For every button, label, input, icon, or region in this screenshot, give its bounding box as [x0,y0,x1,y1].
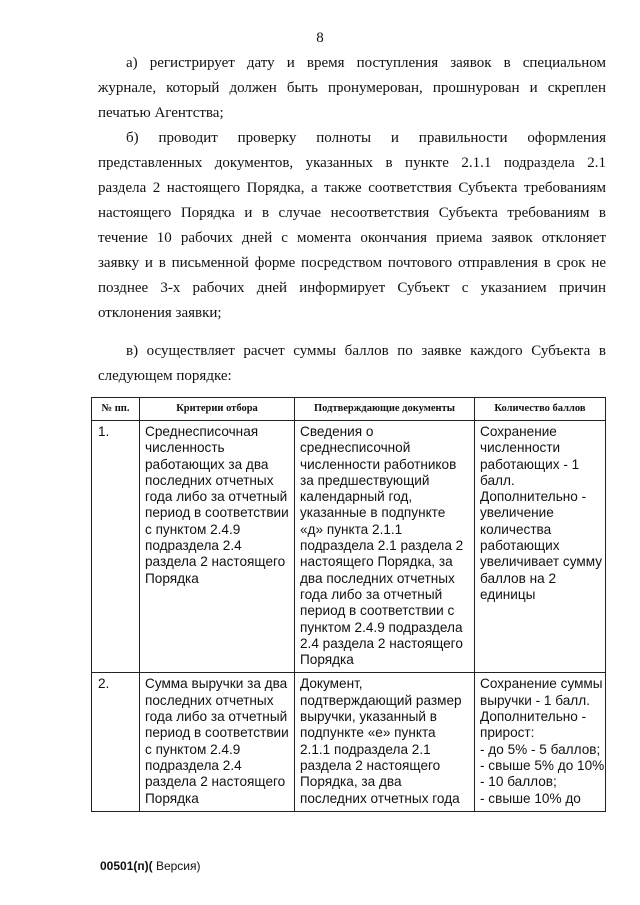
header-number: № пп. [92,398,140,421]
cell-line: раздела 2 настоящего [145,774,286,790]
table-row [92,421,606,673]
cell-line: последних отчетных года [300,790,460,806]
paragraph-line: журнале, который должен быть пронумерован, прошнурован и скреплен [98,80,606,96]
cell-line: - свыше 10% до [480,790,581,806]
row-number: 2. [92,673,140,811]
cell-points [475,673,606,811]
paragraph-line: в) осуществляет расчет суммы баллов по заявке каждого Субъекта в [126,343,606,359]
cell-line: пунктом 2.4.9 подраздела [300,619,463,635]
cell-line: - до 5% - 5 баллов; [480,741,601,757]
cell-line: выручки - 1 балл. [480,692,590,708]
cell-line: раздела 2 настоящего [145,554,286,570]
cell-line: - свыше 5% до 10% [480,757,605,773]
cell-line: численность [145,440,225,456]
cell-line: численности [480,440,561,456]
cell-line: «д» пункта 2.1.1 [300,521,403,537]
cell-line: с пунктом 2.4.9 [145,741,241,757]
cell-line: Дополнительно - [480,709,587,725]
cell-line: Дополнительно - [480,489,587,505]
cell-line: последних отчетных [145,692,274,708]
cell-points [475,421,606,673]
footer-version-label: Версия) [152,859,201,873]
cell-criteria [140,673,295,811]
cell-line: период в соответствии [145,725,289,741]
cell-line: увеличение [480,505,554,521]
header-criteria: Критерии отбора [140,398,295,421]
paragraph-line: а) регистрирует дату и время поступления заявок в специальном [126,55,606,71]
cell-line: подраздела 2.1 раздела 2 [300,538,464,554]
cell-line: численности работников [300,456,457,472]
cell-line: подтверждающий размер [300,692,462,708]
paragraph-a [98,51,606,126]
cell-line: подраздела 2.4 [145,757,242,773]
paragraph-line: печатью Агентства; [98,105,224,121]
footer-code: 00501(п)( [100,859,153,873]
row-number: 1. [92,421,140,673]
cell-line: Порядка [300,652,354,668]
cell-line: единицы [480,586,536,602]
cell-line: Сохранение [480,424,557,439]
cell-line: Сведения о [300,424,374,439]
cell-line: среднесписочной [300,440,411,456]
criteria-table [91,397,606,812]
cell-line: Сумма выручки за два [145,676,288,692]
cell-line: работающих - 1 [480,456,580,472]
paragraph-line: раздела 2 настоящего Порядка, а также соответствия Субъекта требованиям [98,180,606,196]
cell-line: количества [480,521,552,537]
paragraph-v [98,339,606,389]
page-number: 8 [316,30,324,46]
paragraph-line: отклонения заявки; [98,305,222,321]
header-points: Количество баллов [475,398,606,421]
paragraph-line: настоящего Порядка и в случае несоответствия Субъекта требованиям в [98,205,606,221]
cell-line: 2.1.1 подраздела 2.1 [300,741,431,757]
cell-line: Порядка [145,790,199,806]
table-row [92,673,606,811]
cell-line: работающих за два [145,456,269,472]
cell-line: за предшествующий [300,472,430,488]
cell-line: Документ, [300,676,363,692]
cell-line: увеличивает сумму [480,554,602,570]
cell-line: подраздела 2.4 [145,538,242,554]
cell-line: - 10 баллов; [480,774,557,790]
cell-line: последних отчетных [145,472,274,488]
paragraph-line: заявку и в письменной форме посредством почтового отправления в срок не [98,255,606,271]
cell-criteria [140,421,295,673]
cell-line: раздела 2 настоящего [300,757,441,773]
paragraph-line: позднее 3-х рабочих дней информирует Субъект с указанием причин [98,280,606,296]
footer-version [100,859,201,873]
header-documents: Подтверждающие документы [295,398,475,421]
table-header-row [92,398,606,421]
cell-line: с пунктом 2.4.9 [145,521,241,537]
cell-line: Сохранение суммы [480,676,603,692]
cell-line: период в соответствии с [300,603,455,619]
cell-documents [295,421,475,673]
cell-line: период в соответствии [145,505,289,521]
cell-line: года либо за отчетный [300,586,443,602]
cell-line: года либо за отчетный [145,709,288,725]
cell-line: года либо за отчетный [145,489,288,505]
cell-line: Порядка [145,570,199,586]
paragraph-b [98,126,606,326]
paragraph-line: следующем порядке: [98,368,232,384]
cell-line: балл. [480,472,515,488]
cell-line: Среднесписочная [145,424,259,439]
cell-line: два последних отчетных [300,570,455,586]
paragraph-line: течение 10 рабочих дней с момента окончания приема заявок отклоняет [98,230,606,246]
cell-documents [295,673,475,811]
cell-line: подпункте «е» пункта [300,725,436,741]
cell-line: выручки, указанный в [300,709,437,725]
cell-line: настоящего Порядка, за [300,554,453,570]
cell-line: 2.4 раздела 2 настоящего [300,635,463,651]
cell-line: работающих [480,538,560,554]
cell-line: баллов на 2 [480,570,557,586]
cell-line: прирост: [480,725,535,741]
cell-line: календарный год, [300,489,413,505]
paragraph-line: б) проводит проверку полноты и правильности оформления [126,130,606,146]
cell-line: указанные в подпункте [300,505,446,521]
cell-line: Порядка, за два [300,774,402,790]
paragraph-line: представленных документов, указанных в пункте 2.1.1 подраздела 2.1 [98,155,606,171]
